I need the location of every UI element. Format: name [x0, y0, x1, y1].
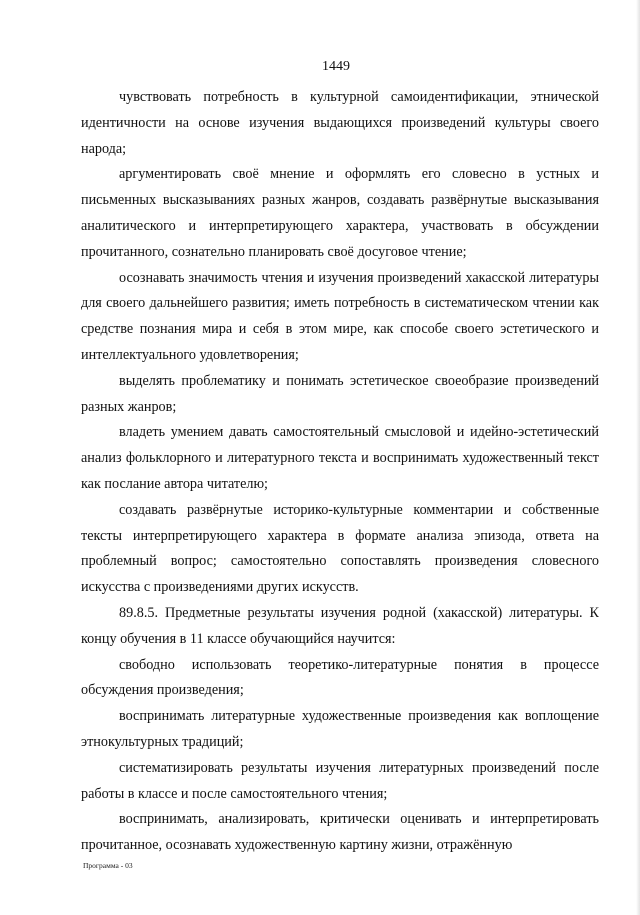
paragraph-8: свободно использовать теоретико-литературные понятия в процессе обсуждения произведения;: [81, 656, 599, 699]
paragraph-11: воспринимать, анализировать, критически оценивать и интерпретировать прочитанное, осознавать художественную картину жизни, отражённую: [81, 811, 599, 854]
paragraph-4: выделять проблематику и понимать эстетическое своеобразие произведений разных жанров;: [81, 372, 599, 415]
paragraph-3: осознавать значимость чтения и изучения произведений хакасской литературы для своего дальнейшего развития; иметь потребность в систематическом чтении как средстве познания мира и себя в этом мире, как способе своего эстетического и интеллектуального удовлетворения;: [81, 269, 599, 363]
paragraph-9: воспринимать литературные художественные произведения как воплощение этнокультурных традиций;: [81, 708, 599, 750]
paragraph-10: систематизировать результаты изучения литературных произведений после работы в классе и после самостоятельного чтения;: [81, 759, 599, 802]
paragraph-7-section-heading: 89.8.5. Предметные результаты изучения родной (хакасской) литературы. К концу обучения в 11 классе обучающийся научится:: [81, 604, 599, 647]
paragraph-2: аргументировать своё мнение и оформлять его словесно в устных и письменных высказываниях разных жанров, создавать развёрнутые высказывания аналитического и интерпретирующего характера, участвовать в обсуждении прочитанного, сознательно планировать своё досуговое чтение;: [81, 166, 599, 260]
body-text: [81, 85, 599, 859]
footer-program-label: Программа - 03: [83, 861, 133, 870]
paragraph-1: чувствовать потребность в культурной самоидентификации, этнической идентичности на основе изучения выдающихся произведений культуры своего народа;: [81, 89, 599, 157]
page-number: 1449: [322, 59, 350, 74]
scan-edge-shadow: [636, 0, 640, 915]
paragraph-5: владеть умением давать самостоятельный смысловой и идейно-эстетический анализ фольклорного и литературного текста и воспринимать художественный текст как послание автора читателю;: [81, 424, 599, 492]
paragraph-6: создавать развёрнутые историко-культурные комментарии и собственные тексты интерпретирующего характера в формате анализа эпизода, ответа на проблемный вопрос; самостоятельно сопоставлять произведения словесного искусства с произведениями других искусств.: [81, 501, 599, 596]
